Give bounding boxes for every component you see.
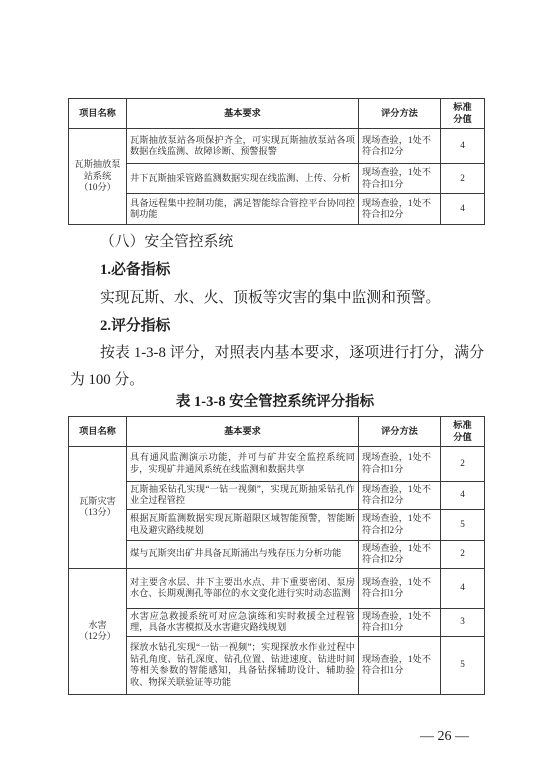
requirement-cell: 瓦斯抽采钻孔实现“一钻一视频”，实现瓦斯抽采钻孔作业全过程管控 [127, 481, 359, 509]
group-name: 瓦斯抽放泵站系统 [74, 159, 121, 181]
header-item-name: 项目名称 [69, 99, 127, 129]
method-cell: 现场查验，1处不符合扣2分 [359, 481, 441, 509]
requirement-cell: 水害应急救援系统可对应急演练和实时救援全过程管理，具备水害模拟及水害避灾路线规划 [127, 608, 359, 636]
score-cell: 2 [441, 164, 485, 194]
group-points: （12分） [79, 631, 116, 641]
method-cell: 现场查验，1处不符合扣2分 [359, 540, 441, 568]
requirement-cell: 对主要含水层、井下主要出水点、井下重要密闭、泵房水仓、长期观测孔等部位的水文变化进行实时动态监测 [127, 568, 359, 608]
header-score [441, 99, 485, 129]
table-header-row [69, 99, 485, 129]
header-requirement: 基本要求 [127, 417, 359, 447]
header-score [441, 417, 485, 447]
method-cell: 现场查验，1处不符合扣1分 [359, 568, 441, 608]
item1-text: 实现瓦斯、水、火、顶板等灾害的集中监测和预警。 [100, 290, 441, 306]
section-heading: （八）安全管控系统 [100, 234, 234, 250]
top-score-table [68, 98, 485, 225]
requirement-cell: 根据瓦斯监测数据实现瓦斯超限区域智能预警，智能断电及避灾路线规划 [127, 509, 359, 540]
group-cell [69, 446, 127, 568]
header-score-label: 标准分值 [453, 420, 472, 442]
requirement-cell: 探放水钻孔实现“一钻一视频”；实现探放水作业过程中钻孔角度、钻孔深度、钻孔位置、钻进速度、钻进时间等相关参数的智能感知，具备钻探辅助设计、辅助验收、物探关联验证等功能 [127, 636, 359, 694]
method-cell: 现场查验，1处不符合扣1分 [359, 164, 441, 194]
table-row [69, 164, 485, 194]
header-requirement: 基本要求 [127, 99, 359, 129]
item2-title: 2.评分指标 [100, 318, 171, 334]
table-row [69, 568, 485, 608]
score-cell: 5 [441, 509, 485, 540]
method-cell: 现场查验，1处不符合扣1分 [359, 446, 441, 481]
method-cell: 现场查验，1处不符合扣1分 [359, 636, 441, 694]
table-row [69, 608, 485, 636]
table-row [69, 540, 485, 568]
group-name: 瓦斯灾害 [79, 495, 116, 506]
group-points: （10分） [79, 182, 116, 193]
score-cell: 3 [441, 608, 485, 636]
group-cell [69, 568, 127, 694]
score-cell: 2 [441, 540, 485, 568]
score-cell: 4 [441, 481, 485, 509]
table-row [69, 446, 485, 481]
item1-title: 1.必备指标 [100, 262, 171, 278]
requirement-cell: 具备远程集中控制功能，满足智能综合管控平台协同控制功能 [127, 194, 359, 225]
header-item-name: 项目名称 [69, 417, 127, 447]
group-points: （13分） [79, 507, 116, 517]
score-cell: 4 [441, 129, 485, 164]
requirement-cell: 瓦斯抽放泵站各项保护齐全，可实现瓦斯抽放泵站各项数据在线监测、故障诊断、预警报警 [127, 129, 359, 164]
method-cell: 现场查验，1处不符合扣1分 [359, 608, 441, 636]
score-cell: 4 [441, 568, 485, 608]
header-score-label: 标准分值 [453, 102, 472, 125]
table-row [69, 194, 485, 225]
table-header-row [69, 417, 485, 447]
header-method: 评分方法 [359, 417, 441, 447]
requirement-cell: 煤与瓦斯突出矿井具备瓦斯涌出与残存压力分析功能 [127, 540, 359, 568]
requirement-cell: 具有通风监测演示功能，并可与矿井安全监控系统同步，实现矿井通风系统在线监测和数据共享 [127, 446, 359, 481]
table-row [69, 636, 485, 694]
header-method: 评分方法 [359, 99, 441, 129]
score-cell: 2 [441, 446, 485, 481]
score-cell: 4 [441, 194, 485, 225]
page-number: — 26 — [420, 729, 469, 744]
group-name: 水害 [88, 619, 107, 630]
table-caption: 表 1-3-8 安全管控系统评分指标 [175, 394, 375, 410]
table-row [69, 481, 485, 509]
method-cell: 现场查验，1处不符合扣2分 [359, 509, 441, 540]
requirement-cell: 井下瓦斯抽采管路监测数据实现在线监测、上传、分析 [127, 164, 359, 194]
item2-text: 按表 1-3-8 评分，对照表内基本要求，逐项进行打分，满分为 100 分。 [70, 345, 484, 388]
table-row [69, 129, 485, 164]
safety-control-score-table [68, 416, 485, 695]
table-row [69, 509, 485, 540]
method-cell: 现场查验，1处不符合扣2分 [359, 129, 441, 164]
score-cell: 5 [441, 636, 485, 694]
group-cell [69, 129, 127, 225]
method-cell: 现场查验，1处不符合扣2分 [359, 194, 441, 225]
